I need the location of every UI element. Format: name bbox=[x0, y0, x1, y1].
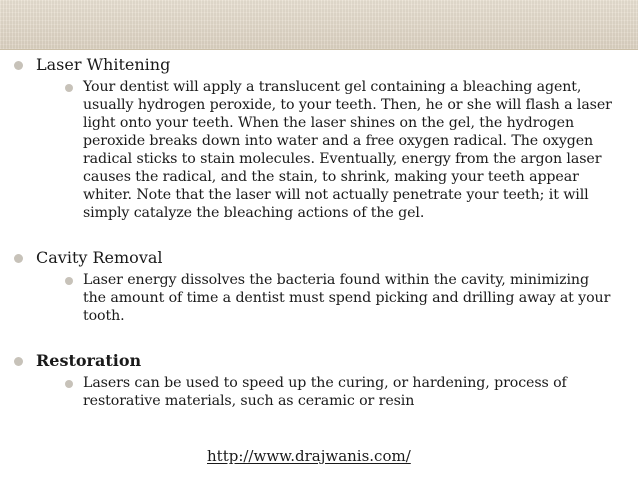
slide-content bbox=[10, 52, 630, 410]
website-link[interactable]: http://www.drajwanis.com/ bbox=[207, 447, 411, 465]
section-heading: Laser Whitening bbox=[36, 55, 171, 74]
bullet-icon bbox=[65, 277, 73, 285]
section-restoration bbox=[10, 351, 630, 410]
list-item bbox=[10, 271, 630, 325]
list-item-text: Lasers can be used to speed up the curing, or hardening, process of restorative materials, such as ceramic or resin bbox=[83, 375, 567, 409]
heading-row bbox=[10, 351, 630, 371]
list-item-text: Laser energy dissolves the bacteria found within the cavity, minimizing the amount of time a dentist must spend picking and drilling away at your tooth. bbox=[83, 272, 611, 324]
section-laser-whitening bbox=[10, 55, 630, 222]
list-item bbox=[10, 374, 630, 410]
bullet-icon bbox=[14, 61, 23, 70]
heading-row bbox=[10, 55, 630, 75]
list-item bbox=[10, 78, 630, 222]
section-heading: Cavity Removal bbox=[36, 248, 163, 267]
bullet-icon bbox=[65, 84, 73, 92]
heading-row bbox=[10, 248, 630, 268]
bullet-icon bbox=[65, 380, 73, 388]
section-cavity-removal bbox=[10, 248, 630, 325]
header-divider bbox=[0, 49, 638, 50]
header-texture-band bbox=[0, 0, 638, 49]
list-item-text: Your dentist will apply a translucent gel containing a bleaching agent, usually hydrogen peroxide, to your teeth. Then, he or she will flash a laser light onto your teeth. When the laser shines on the gel, the hydrogen peroxide breaks down into water and a free oxygen radical. The oxygen radical sticks to stain molecules. Eventually, energy from the argon laser causes the radical, and the stain, to shrink, making your teeth appear whiter. Note that the laser will not actually penetrate your teeth; it will simply catalyze the bleaching actions of the gel. bbox=[83, 79, 612, 221]
bullet-icon bbox=[14, 254, 23, 263]
section-heading: Restoration bbox=[36, 351, 142, 370]
bullet-icon bbox=[14, 357, 23, 366]
